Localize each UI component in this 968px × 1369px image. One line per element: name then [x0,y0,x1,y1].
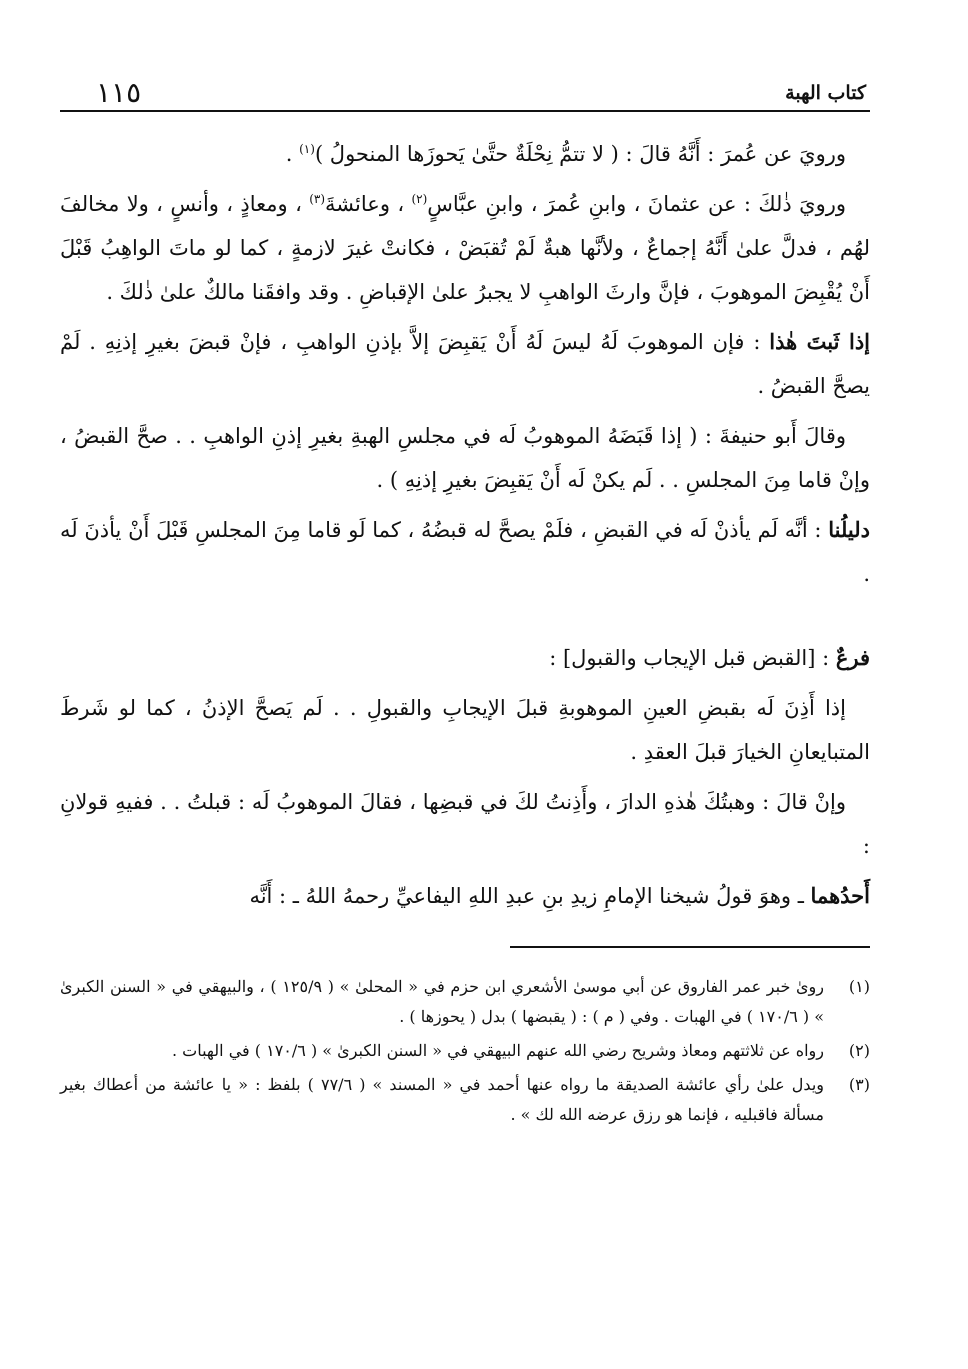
footnote-text: ويدل علىٰ رأي عائشة الصديقة ما رواه عنها أحمد في « المسند » ( ٧٧/٦ ) بلفظ : « يا عائشة من أعطاك بغير مسألة فاقبليه ، فإنما هو رزق عرضه الله لك » . [60,1075,824,1124]
paragraph-evidence [60,508,870,596]
paragraph-first-opinion [60,874,870,918]
running-title: كتاب الهبة [785,82,866,104]
paragraph-text: ، وعائشةَ [325,192,412,216]
footnote-separator-wrap [60,924,870,972]
footnote-number: (٣) [848,1075,870,1094]
paragraph-umar-narration [60,132,870,176]
paragraph-text: إذا أَذِنَ لَه بقبضِ العينِ الموهوبةِ قبلَ الإيجابِ والقبولِ . . لَم يَصحَّ الإذنُ ، كما لو شَرطَ المتبايعانِ الخيارَ قبلَ العقدِ . [60,696,870,764]
footnote-2 [60,1036,870,1066]
paragraph-companions [60,182,870,314]
footnote-separator [510,946,870,948]
paragraph-text: وإنْ قالَ : وهبتُكَ هٰذهِ الدارَ ، وأَذِنتُ لكَ في قبضِها ، فقالَ الموهوبُ لَه : قبلتُ . . ففيهِ قولانِ : [60,790,870,858]
main-text [60,132,870,918]
footnotes [60,972,870,1130]
footnote-ref-1: (١) [299,142,315,156]
paragraph-text: : أنَّه لَم يأذنْ لَه في القبضِ ، فلَمْ يصحَّ له قبضُهُ ، كما لَو قاما مِنَ المجلسِ قَبْلَ أَنْ يأذنَ لَه . [60,518,870,586]
paragraph-text: ، ومعاذٍ ، وأنسٍ ، ولا مخالفَ لهُم ، فدلَّ علىٰ أَنَّهُ إجماعٌ ، ولأنَّها هبةٌ لَمْ تُقبَضْ ، فكانتْ غيرَ لازمةٍ ، كما لو ماتَ الواهِبُ قَبْلَ أَنْ يُقْبِضَ الموهوبَ ، فإنَّ وارثَ الواهبِ لا يجبرُ علىٰ الإقباضِ . وقد وافقَنا مالكٌ علىٰ ذٰلكَ . [60,192,870,304]
footnote-number: (١) [848,977,870,996]
section-heading [60,636,870,680]
footnote-ref-3: (٣) [309,192,326,206]
paragraph-lead: إذا ثَبتَ هٰذا [769,329,870,354]
page-number: ١١٥ [96,76,142,109]
footnote-text: رواه عن ثلاثتهم ومعاذ وشريح رضي الله عنهم البيهقي في « السنن الكبرىٰ » ( ١٧٠/٦ ) في الهبات . [171,1041,824,1060]
paragraph-prior-permission [60,686,870,774]
paragraph-two-opinions [60,780,870,868]
book-page [60,70,870,1134]
footnote-1 [60,972,870,1032]
paragraph-text: . [285,142,300,166]
footnote-number: (٢) [848,1041,870,1060]
section-title: : [القبض قبل الإيجاب والقبول] : [549,646,836,670]
paragraph-lead: دليلُنا [828,517,870,542]
paragraph-text: ـ وهوَ قولُ شيخنا الإمامِ زيدِ بنِ عبدِ اللهِ اليفاعيِّ رحمهُ اللهُ ـ : أَنَّه [249,884,811,908]
paragraph-text: : فإن الموهوبَ لَهُ ليسَ لَهُ أَنْ يَقبِضَ إلاَّ بإذنِ الواهبِ ، فإنْ قبضَ بغيرِ إذنِهِ . لَمْ يصحَّ القبضُ . [60,330,870,398]
paragraph-permission [60,320,870,408]
paragraph-text: وقالَ أَبو حنيفةَ : ( إذا قَبَضَهُ الموهوبُ لَه في مجلسِ الهبةِ بغيرِ إذنِ الواهبِ . . صحَّ القبضُ ، وإنْ قاما مِنَ المجلسِ . . لَم يكنْ لَه أَنْ يَقبِضَ بغيرِ إذنِهِ ) . [60,424,870,492]
page-header [60,70,870,112]
footnote-text: روىٰ خبر عمر الفاروق عن أبي موسىٰ الأشعري ابن حزم في « المحلىٰ » ( ١٢٥/٩ ) ، والبيهقي في « السنن الكبرىٰ » ( ١٧٠/٦ ) في الهبات . وفي ( م ) : ( يقبضها ) بدل ( يحوزها ) . [60,977,824,1026]
paragraph-lead: أَحدُهما [810,883,870,908]
footnote-ref-2: (٢) [411,192,428,206]
paragraph-abu-hanifa [60,414,870,502]
paragraph-text: ورويَ عن عُمرَ : أَنَّهُ قالَ : ( لا تتمُّ نِحْلَةٌ حتَّىٰ يَحوزَها المنحولُ ) [314,142,846,166]
section-lead: فرعٌ [835,645,870,670]
paragraph-text: ورويَ ذٰلكَ : عن عثمانَ ، وابنِ عُمرَ ، وابنِ عبَّاسٍ [427,192,846,216]
footnote-3 [60,1070,870,1130]
